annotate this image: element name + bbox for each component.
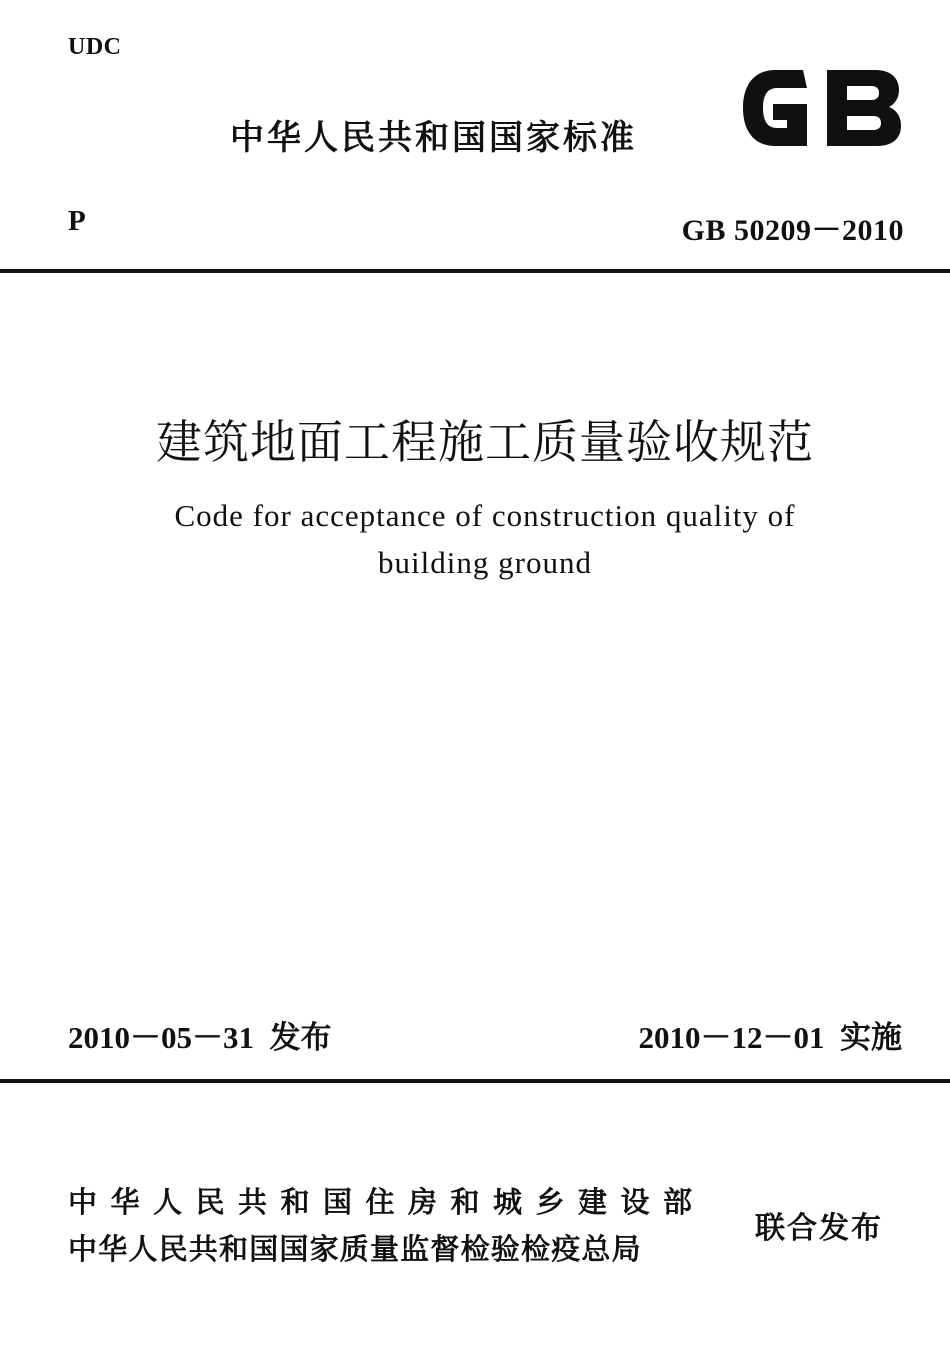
udc-label: UDC bbox=[68, 34, 122, 60]
joint-issue-label: 联合发布 bbox=[755, 1211, 883, 1246]
classification-code: P bbox=[68, 205, 86, 237]
gb-logo-letter-g bbox=[743, 70, 807, 146]
title-english bbox=[0, 492, 950, 586]
standard-type-title: 中华人民共和国国家标准 bbox=[230, 118, 637, 158]
gb-logo-letter-b bbox=[827, 70, 901, 146]
standard-number: GB 50209－2010 bbox=[681, 214, 904, 247]
issuer-aqsiq: 中华人民共和国国家质量监督检验检疫总局 bbox=[68, 1232, 642, 1266]
bottom-divider bbox=[0, 1079, 950, 1083]
issuer-ministry: 中华人民共和国住房和城乡建设部 bbox=[68, 1185, 706, 1219]
title-english-line-1: Code for acceptance of construction quality of bbox=[174, 498, 796, 533]
implementation-date: 2010－12－01 实施 bbox=[638, 1020, 902, 1055]
gb-logo bbox=[737, 64, 905, 152]
title-chinese: 建筑地面工程施工质量验收规范 bbox=[156, 415, 814, 469]
issue-date: 2010－05－31 发布 bbox=[68, 1020, 332, 1055]
top-divider bbox=[0, 269, 950, 273]
title-english-line-2: building ground bbox=[378, 545, 592, 580]
